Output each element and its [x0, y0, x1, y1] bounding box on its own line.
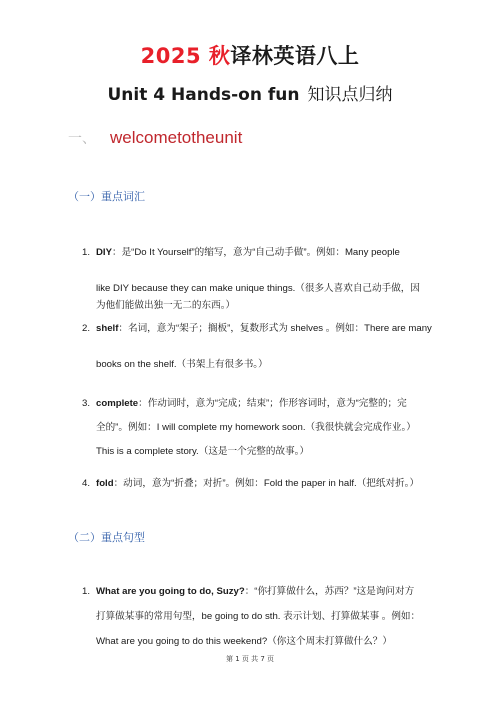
- vocab-line: ：动词，意为“折叠；对折”。例如：Fold the paper in half.（把纸对折。）: [113, 478, 420, 489]
- vocab-word: shelf: [96, 323, 119, 334]
- sentence-item-1-cont: [82, 608, 442, 625]
- subtitle-en: Unit 4 Hands-on fun: [107, 85, 300, 105]
- section-label: welcometotheunit: [110, 128, 243, 147]
- vocab-line: ：作动词时，意为“完成；结束”；作形容词时，意为“完整的；完: [138, 398, 407, 409]
- vocab-line: books on the shelf.（书架上有很多书。）: [96, 359, 268, 370]
- vocab-line: 为他们能做出独一无二的东西。）: [96, 300, 236, 311]
- vocab-line: like DIY because they can make unique things.（很多人喜欢自己动手做，因: [96, 283, 420, 294]
- vocab-word: DIY: [96, 247, 112, 258]
- vocab-item-2: [82, 320, 442, 337]
- vocab-word: fold: [96, 478, 114, 489]
- vocab-line: ：名词，意为“架子；搁板”，复数形式为 shelves 。例如：There are many: [118, 323, 432, 334]
- vocab-item-3-cont: [82, 419, 442, 436]
- title-year: 2025: [140, 44, 202, 68]
- vocab-item-3-cont2: [82, 443, 442, 460]
- vocab-line: This is a complete story.（这是一个完整的故事。）: [96, 446, 310, 457]
- sentence-line: What are you going to do this weekend?（你这个周末打算做什么？）: [96, 636, 392, 647]
- page-footer: 第 1 页 共 7 页: [225, 655, 275, 663]
- document-subtitle: [0, 80, 500, 105]
- item-number: 2.: [82, 323, 91, 334]
- section-number: 一、: [68, 130, 96, 146]
- item-number: 1.: [82, 247, 91, 258]
- title-text: 译林英语八上: [230, 44, 360, 68]
- item-number: 3.: [82, 398, 91, 409]
- item-number: 4.: [82, 478, 91, 489]
- title-season: 秋: [208, 44, 231, 68]
- section-heading: [68, 128, 242, 148]
- vocab-word: complete: [96, 398, 139, 409]
- document-title: [0, 40, 500, 70]
- subtitle-zh: 知识点归纳: [307, 85, 393, 105]
- item-number: 1.: [82, 586, 91, 597]
- sentence-line: ：“你打算做什么，苏西？”这是询问对方: [244, 586, 415, 597]
- vocab-item-1-cont: [82, 280, 442, 314]
- sentence-heading: （二）重点句型: [68, 531, 145, 544]
- vocab-item-1: [82, 244, 442, 261]
- vocab-line: ：是“Do It Yourself”的缩写，意为“自己动手做”。例如：Many people: [112, 247, 400, 258]
- sentence-item-1: [82, 583, 442, 600]
- sentence-line: 打算做某事的常用句型，be going to do sth. 表示计划、打算做某事 。例如：: [96, 611, 421, 622]
- vocab-heading: （一）重点词汇: [68, 190, 145, 203]
- sentence-phrase: What are you going to do, Suzy?: [96, 586, 245, 597]
- vocab-item-3: [82, 395, 442, 412]
- sentence-item-1-cont2: [82, 633, 442, 650]
- vocab-item-2-cont: [82, 356, 442, 373]
- vocab-line: 全的”。例如：I will complete my homework soon.（我很快就会完成作业。）: [96, 422, 416, 433]
- vocab-item-4: [82, 475, 442, 492]
